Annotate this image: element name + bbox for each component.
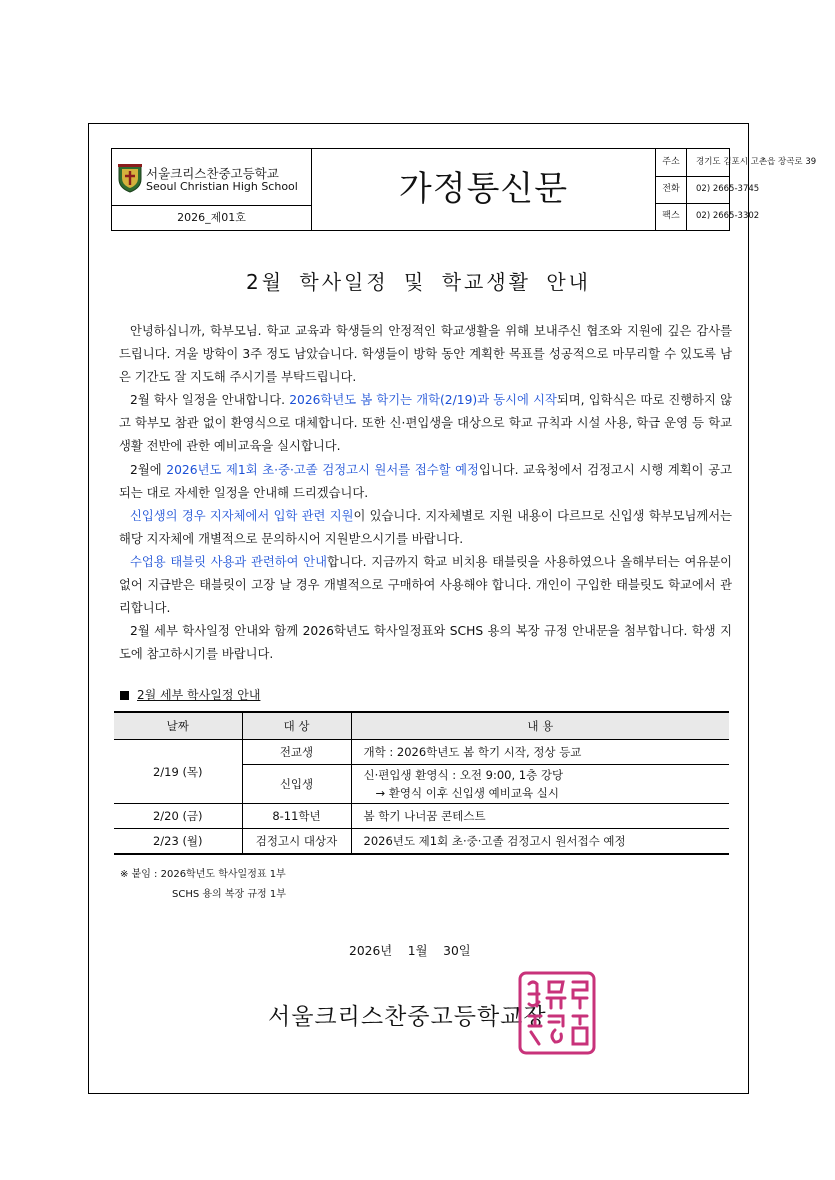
text: 이 있습니다. 지자체별로 지원 내용이 다르므로 신입생 학부모님께서는 해당 지자체에 개별적으로 문의하시어 지원받으시기를 바랍니다.: [119, 508, 732, 546]
content-line: 신·편입생 환영식 : 오전 9:00, 1층 강당: [363, 768, 564, 782]
target-cell: 8-11학년: [242, 804, 351, 829]
column-header-target: 대 상: [242, 712, 351, 740]
emphasis-text: 신입생의 경우 지자체에서 입학 관련 지원: [130, 508, 354, 523]
school-block: [112, 149, 312, 206]
schedule-heading: [120, 686, 260, 703]
newsletter-title: 가정통신문: [312, 149, 656, 230]
table-row: [114, 740, 729, 765]
emphasis-text: 수업용 태블릿 사용과 관련하여 안내: [130, 554, 327, 569]
address-label: 주소: [656, 149, 687, 176]
fax-label: 팩스: [656, 203, 687, 230]
table-row: [114, 829, 729, 855]
content-subline: → 환영식 이후 신입생 예비교육 실시: [375, 786, 559, 800]
document-title: 2월 학사일정 및 학교생활 안내: [246, 270, 591, 294]
attachment-note: [120, 865, 286, 905]
school-name-en: Seoul Christian High School: [146, 180, 298, 193]
letter-header: [111, 148, 817, 231]
content-cell: 봄 학기 나너꿈 콘테스트: [351, 804, 729, 829]
fax-value: 02) 2665-3302: [696, 211, 760, 221]
emphasis-text: 2026학년도 봄 학기는 개학(2/19)과 동시에 시작: [289, 393, 557, 408]
table-header-row: [114, 712, 729, 740]
target-cell: 전교생: [242, 740, 351, 765]
square-bullet-icon: [120, 691, 129, 700]
school-crest-icon: [117, 163, 143, 193]
issue-date: 2026년 1월 30일: [349, 944, 471, 958]
content-cell: 2026년도 제1회 초·중·고졸 검정고시 원서접수 예정: [351, 829, 729, 855]
letter-body: [119, 320, 732, 666]
attachment-line: ※ 붙임 : 2026학년도 학사일정표 1부: [120, 869, 286, 880]
school-name-ko: 서울크리스찬중고등학교: [146, 166, 279, 181]
table-row: [114, 804, 729, 829]
issue-number: 2026_제01호: [112, 206, 312, 230]
target-cell: 신입생: [242, 765, 351, 804]
attachment-line: SCHS 용의 복장 규정 1부: [172, 889, 286, 900]
text: 2월에: [130, 462, 167, 477]
target-cell: 검정고시 대상자: [242, 829, 351, 855]
schedule-table: [114, 711, 729, 855]
content-cell: 개학 : 2026학년도 봄 학기 시작, 정상 등교: [351, 740, 729, 765]
school-seal-stamp: [517, 970, 597, 1056]
schedule-heading-text: 2월 세부 학사일정 안내: [137, 688, 261, 702]
emphasis-text: 2026년도 제1회 초·중·고졸 검정고시 원서를 접수할 예정: [166, 462, 479, 477]
paragraph-tablet: [119, 551, 732, 620]
text: 되며, 입학식은 따로 진행하지 않고 학부모 참관 없이 환영식으로 대체합니다. 또한 신·편입생을 대상으로 학교 규칙과 시설 사용, 학급 운영 등 학교생활 전반에 관한 예비교육을 실시합니다.: [119, 393, 733, 454]
date-cell: 2/20 (금): [114, 804, 242, 829]
phone-label: 전화: [656, 176, 687, 203]
text: 2월 학사 일정을 안내합니다.: [130, 393, 290, 408]
address-value: 경기도 김포시 고촌읍 장곡로 39: [696, 157, 817, 167]
principal-signature: 서울크리스찬중고등학교장: [268, 1004, 547, 1030]
date-cell: 2/19 (목): [114, 740, 242, 804]
text: 합니다. 지금까지 학교 비치용 태블릿을 사용하였으나 올해부터는 여유분이 없어 지급받은 태블릿이 고장 날 경우 개별적으로 구매하여 사용해야 합니다. 개인이 구입한 태블릿도 학교에서 관리합니다.: [119, 554, 732, 616]
paragraph-support: [119, 505, 732, 551]
paragraph-attachment: 2월 세부 학사일정 안내와 함께 2026학년도 학사일정표와 SCHS 용의 복장 규정 안내문을 첨부합니다. 학생 지도에 참고하시기를 바랍니다.: [119, 624, 732, 662]
content-cell: [351, 765, 729, 804]
column-header-date: 날짜: [114, 712, 242, 740]
paragraph-exam: [119, 459, 732, 505]
paragraph-greeting: 안녕하십니까, 학부모님. 학교 교육과 학생들의 안정적인 학교생활을 위해 보내주신 협조와 지원에 깊은 감사를 드립니다. 겨울 방학이 3주 정도 남았습니다. 학생들이 방학 동안 계획한 목표를 성공적으로 마무리할 수 있도록 남은 기간도 잘 지도해 주시기를 부탁드립니다.: [119, 324, 732, 385]
text: 입니다. 교육청에서 검정고시 시행 계획이 공고되는 대로 자세한 일정을 안내해 드리겠습니다.: [119, 462, 732, 500]
column-header-content: 내 용: [351, 712, 729, 740]
date-cell: 2/23 (월): [114, 829, 242, 855]
paragraph-schedule: [119, 389, 732, 458]
phone-value: 02) 2665-3745: [696, 184, 760, 194]
